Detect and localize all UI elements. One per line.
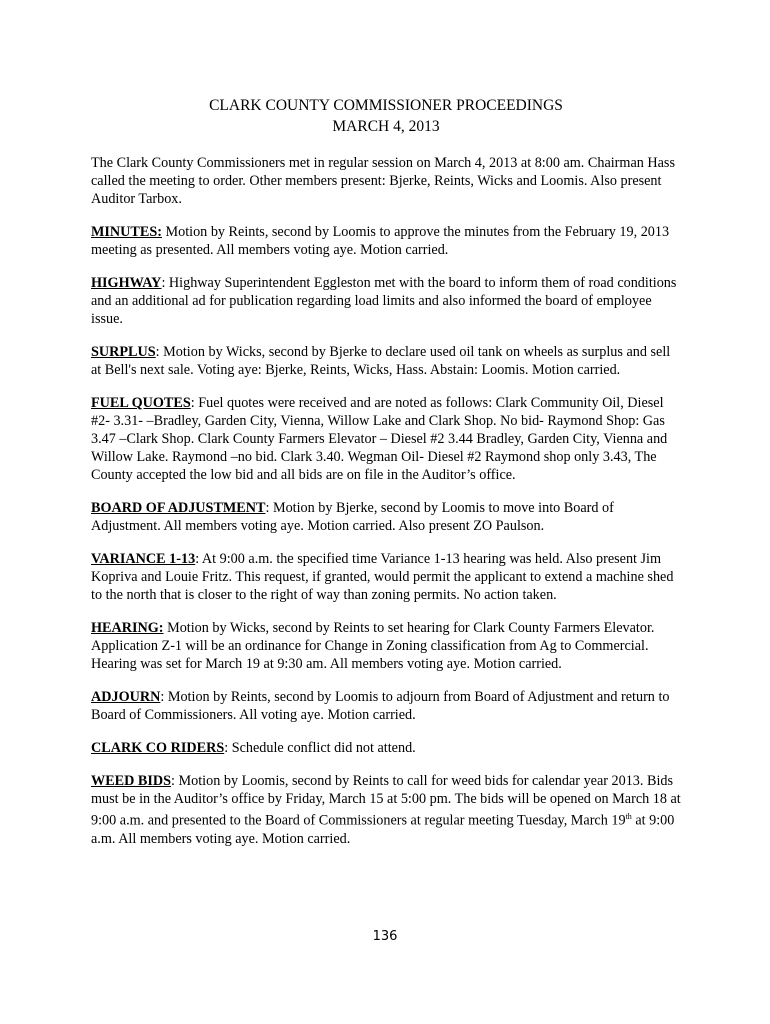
section-text: Motion by Wicks, second by Reints to set hearing for Clark County Farmers Elevator. Application Z-1 will be an ordinance for Change in Zoning classification from Ag to Commercial. Hearing was set for March 19 at 9:30 am. All members voting aye. Motion carried.	[91, 620, 655, 672]
title-line-1: CLARK COUNTY COMMISSIONER PROCEEDINGS	[209, 97, 563, 114]
section-text: : Motion by Bjerke, second by Loomis to move into Board of Adjustment. All members voting aye. Motion carried. Also present ZO Paulson.	[91, 500, 614, 534]
section-text: : Motion by Reints, second by Loomis to adjourn from Board of Adjustment and return to Board of Commissioners. All voting aye. Motion carried.	[91, 689, 670, 723]
section-text: : Schedule conflict did not attend.	[224, 740, 416, 756]
section-hearing	[91, 619, 681, 673]
document-title	[91, 95, 681, 137]
section-text: Motion by Reints, second by Loomis to approve the minutes from the February 19, 2013 meeting as presented. All members voting aye. Motion carried.	[91, 224, 670, 258]
section-heading: CLARK CO RIDERS	[91, 740, 225, 756]
section-clark-co-riders	[91, 739, 681, 757]
section-variance	[91, 550, 681, 604]
section-text-end: at 9:00 a.m. All members voting aye. Motion carried.	[91, 812, 675, 847]
section-heading: HIGHWAY	[91, 275, 162, 291]
section-minutes	[91, 223, 681, 259]
section-heading: MINUTES:	[91, 224, 162, 240]
section-heading: BOARD OF ADJUSTMENT	[91, 500, 266, 516]
section-heading: VARIANCE 1-13	[91, 551, 196, 567]
section-weed-bids	[91, 772, 681, 848]
ordinal-superscript: th	[625, 812, 632, 821]
section-text: : Highway Superintendent Eggleston met with the board to inform them of road conditions and an additional ad for publication regarding load limits and also informed the board of employee issue.	[91, 275, 677, 327]
section-highway	[91, 274, 681, 328]
title-line-2: MARCH 4, 2013	[332, 118, 440, 135]
section-text: : At 9:00 a.m. the specified time Variance 1-13 hearing was held. Also present Jim Kopriva and Louie Fritz. This request, if granted, would permit the applicant to extend a machine shed to the north that is closer to the right of way than zoning permits. No action taken.	[91, 551, 674, 603]
section-fuel-quotes	[91, 394, 681, 484]
section-text: : Motion by Loomis, second by Reints to call for weed bids for calendar year 2013. Bids must be in the Auditor’s office by Friday, March 15 at 5:00 pm. The bids will be opened on March 18 at 9:00 a.m. and presented to the Board of Commissioners at regular meeting Tuesday, March 19	[91, 773, 681, 829]
section-surplus	[91, 343, 681, 379]
section-adjourn	[91, 688, 681, 724]
section-heading: SURPLUS	[91, 344, 156, 360]
section-board-of-adjustment	[91, 499, 681, 535]
section-heading: ADJOURN	[91, 689, 161, 705]
intro-paragraph: The Clark County Commissioners met in regular session on March 4, 2013 at 8:00 am. Chairman Hass called the meeting to order. Other members present: Bjerke, Reints, Wicks and Loomis. Also present Auditor Tarbox.	[91, 155, 675, 207]
section-text: : Fuel quotes were received and are noted as follows: Clark Community Oil, Diesel #2- 3.31- –Bradley, Garden City, Vienna, Willow Lake and Clark Shop. No bid- Raymond Shop: Gas 3.47 –Clark Shop. Clark County Farmers Elevator – Diesel #2 3.44 Bradley, Garden City, Vienna and Willow Lake. Raymond –no bid. Clark 3.40. Wegman Oil- Diesel #2 Raymond shop only 3.43, The County accepted the low bid and all bids are on file in the Auditor’s office.	[91, 395, 668, 483]
section-heading: WEED BIDS	[91, 773, 172, 789]
document-page	[91, 95, 681, 863]
section-heading: FUEL QUOTES	[91, 395, 191, 411]
section-text: : Motion by Wicks, second by Bjerke to declare used oil tank on wheels as surplus and sell at Bell's next sale. Voting aye: Bjerke, Reints, Wicks, Hass. Abstain: Loomis. Motion carried.	[91, 344, 671, 378]
section-heading: HEARING:	[91, 620, 164, 636]
page-number: 136	[372, 929, 398, 944]
